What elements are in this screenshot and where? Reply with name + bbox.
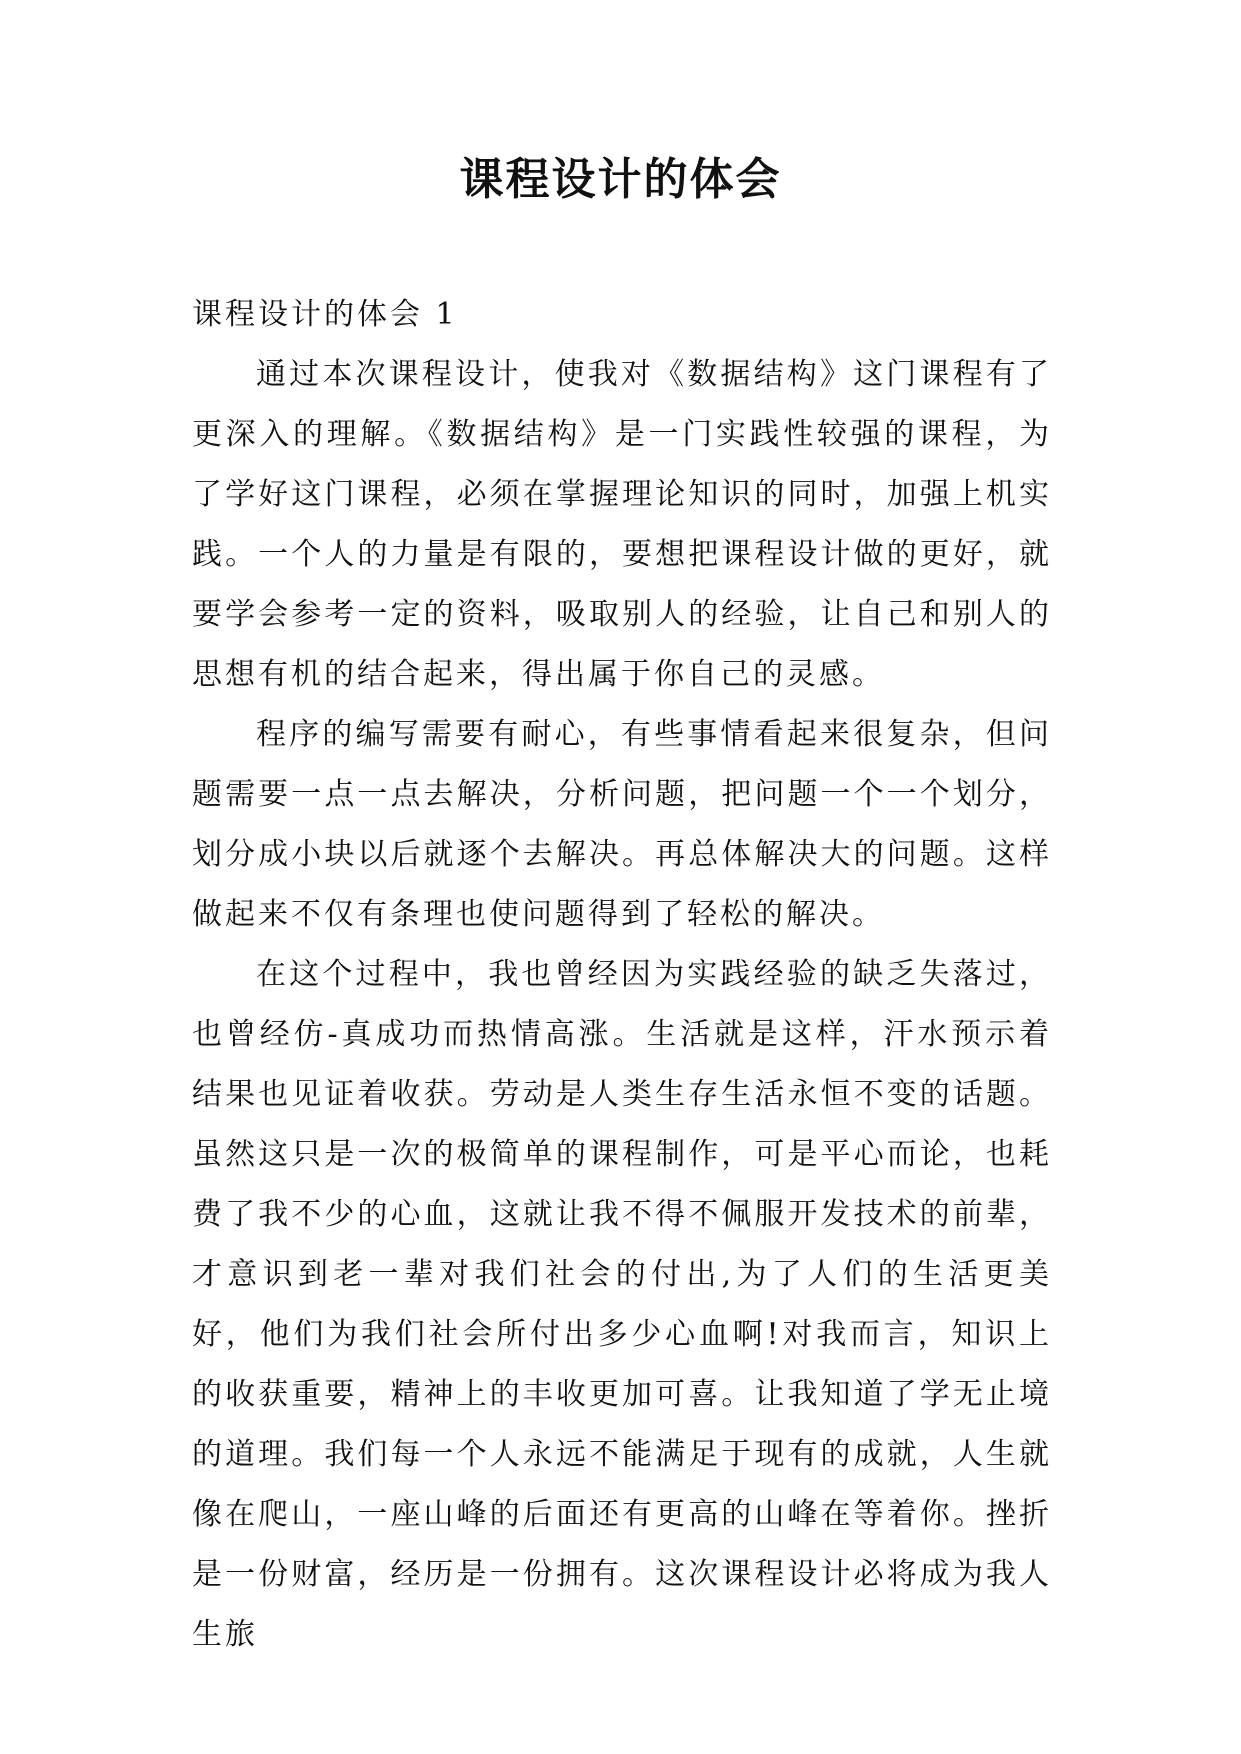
paragraph-2: 程序的编写需要有耐心，有些事情看起来很复杂，但问题需要一点一点去解决，分析问题，把问题一个一个划分，划分成小块以后就逐个去解决。再总体解决大的问题。这样做起来不仅有条理也使问题得到了轻松的解决。 (192, 717, 1052, 932)
paragraph-3: 在这个过程中，我也曾经因为实践经验的缺乏失落过，也曾经仿-真成功而热情高涨。生活就是这样，汗水预示着结果也见证着收获。劳动是人类生存生活永恒不变的话题。虽然这只是一次的极简单的课程制作，可是平心而论，也耗费了我不少的心血，这就让我不得不佩服开发技术的前辈，才意识到老一辈对我们社会的付出,为了人们的生活更美好，他们为我们社会所付出多少心血啊!对我而言，知识上的收获重要，精神上的丰收更加可喜。让我知道了学无止境的道理。我们每一个人永远不能满足于现有的成就，人生就像在爬山，一座山峰的后面还有更高的山峰在等着你。挫折是一份财富，经历是一份拥有。这次课程设计必将成为我人生旅 (192, 957, 1052, 1652)
section-heading: 课程设计的体会 1 (192, 297, 458, 332)
paragraph-1: 通过本次课程设计，使我对《数据结构》这门课程有了更深入的理解。《数据结构》是一门实践性较强的课程，为了学好这门课程，必须在掌握理论知识的同时，加强上机实践。一个人的力量是有限的，要想把课程设计做的更好，就要学会参考一定的资料，吸取别人的经验，让自己和别人的思想有机的结合起来，得出属于你自己的灵感。 (192, 357, 1052, 692)
document-body (192, 285, 1052, 1665)
page-title: 课程设计的体会 (459, 154, 782, 205)
